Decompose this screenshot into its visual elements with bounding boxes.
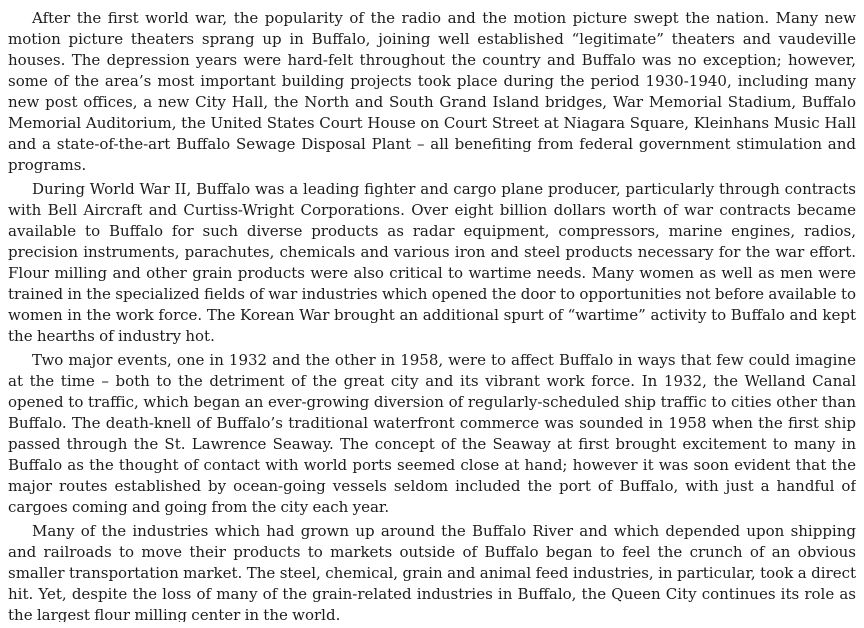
paragraph-welland-canal-seaway: Two major events, one in 1932 and the other in 1958, were to affect Buffalo in ways that few could imagine at the time – both to the detriment of the great city and its vibrant work force. In 1932, the Welland Canal opened to traffic, which began an ever-growing diversion of regularly-scheduled ship traffic to cities other than Buffalo. The death-knell of Buffalo’s traditional waterfront commerce was sounded in 1958 when the first ship passed through the St. Lawrence Seaway. The concept of the Seaway at first brought excitement to many in Buffalo as the thought of contact with world ports seemed close at hand; however it was soon evident that the major routes established by ocean-going vessels seldom included the port of Buffalo, with just a handful of cargoes coming and going from the city each year. bbox=[8, 351, 856, 516]
paragraph-world-war-ii: During World War II, Buffalo was a leading fighter and cargo plane producer, particularly through contracts with Bell Aircraft and Curtiss-Wright Corporations. Over eight billion dollars worth of war contracts became available to Buffalo for such diverse products as radar equipment, compressors, marine engines, radios, precision instruments, parachutes, chemicals and various iron and steel products necessary for the war effort. Flour milling and other grain products were also critical to wartime needs. Many women as well as men were trained in the specialized fields of war industries which opened the door to opportunities not before available to women in the work force. The Korean War brought an additional spurt of “wartime” activity to Buffalo and kept the hearths of industry hot. bbox=[8, 180, 856, 345]
document-page bbox=[8, 8, 856, 622]
paragraph-postwar-depression: After the first world war, the popularity of the radio and the motion picture swept the nation. Many new motion picture theaters sprang up in Buffalo, joining well established “legitimate” theaters and vaudeville houses. The depression years were hard-felt throughout the country and Buffalo was no exception; however, some of the area’s most important building projects took place during the period 1930-1940, including many new post offices, a new City Hall, the North and South Grand Island bridges, War Memorial Stadium, Buffalo Memorial Auditorium, the United States Court House on Court Street at Niagara Square, Kleinhans Music Hall and a state-of-the-art Buffalo Sewage Disposal Plant – all benefiting from federal government stimulation and programs. bbox=[8, 9, 856, 174]
paragraph-industry-decline: Many of the industries which had grown up around the Buffalo River and which depended upon shipping and railroads to move their products to markets outside of Buffalo began to feel the crunch of an obvious smaller transportation market. The steel, chemical, grain and animal feed industries, in particular, took a direct hit. Yet, despite the loss of many of the grain-related industries in Buffalo, the Queen City continues its role as the largest flour milling center in the world. bbox=[8, 522, 856, 622]
